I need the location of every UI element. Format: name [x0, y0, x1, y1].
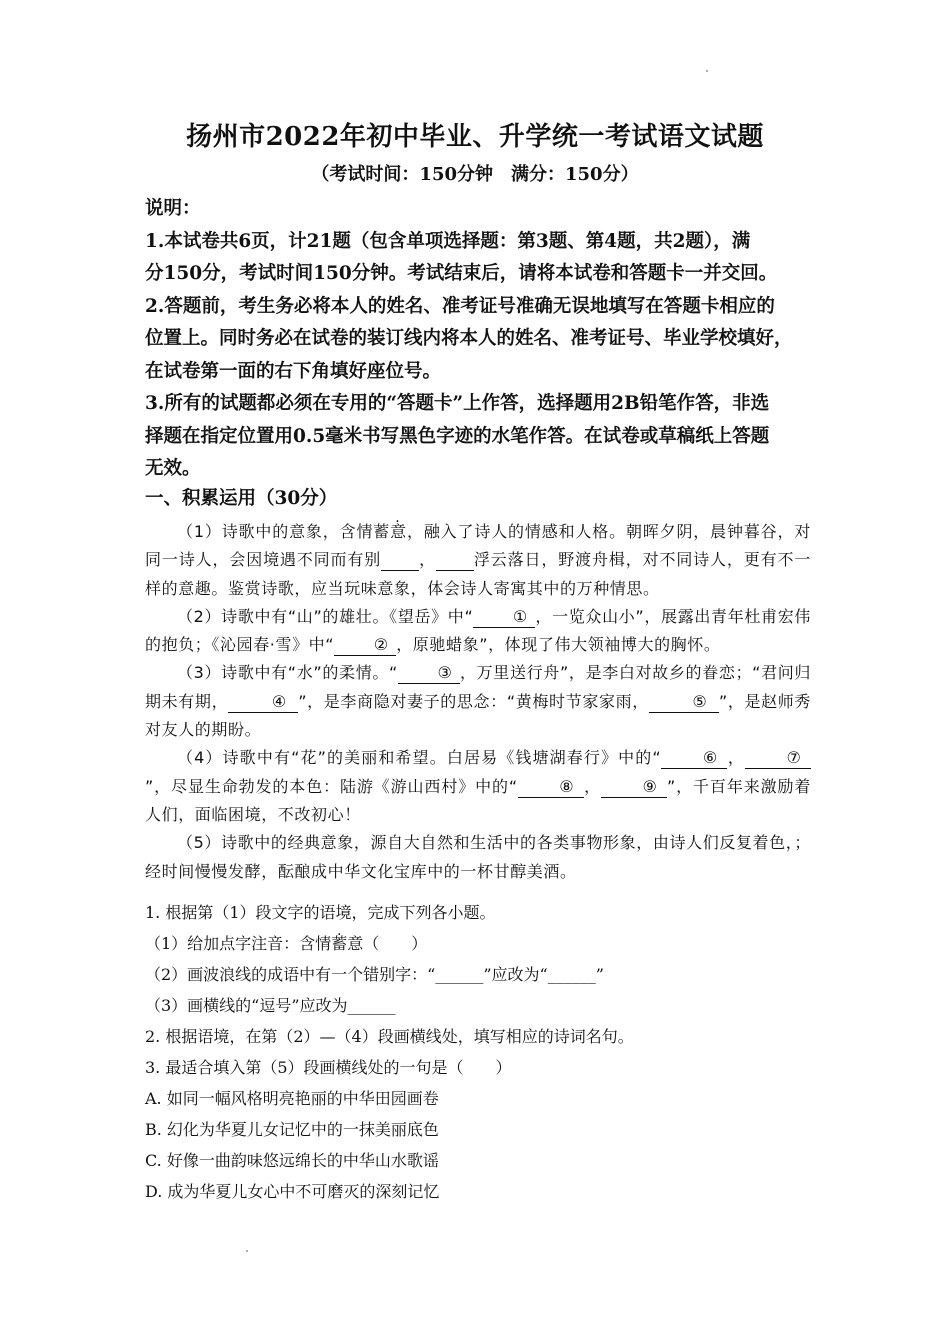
- answer-blank-1: ①: [473, 607, 535, 628]
- exam-title: 扬州市2022年初中毕业、升学统一考试语文试题: [186, 122, 764, 152]
- option-a: A. 如同一幅风格明亮艳丽的中华田园画卷: [145, 1089, 439, 1108]
- exam-subtitle: （考试时间：150分钟 满分：150分）: [311, 164, 639, 185]
- passage-paragraph-3: （3）诗歌中有“水”的柔情。“ ③ ，万里送行舟”，是李白对故乡的眷恋；“君问归期未有期， ④ ”，是李商隐对妻子的思念：“黄梅时节家家雨， ⑤ ”，是赵师秀对友人的期盼。: [145, 663, 812, 740]
- instructions: [145, 193, 810, 486]
- reading-passage: [145, 518, 811, 886]
- question-2: 2. 根据语境，在第（2）—（4）段画横线处，填写相应的诗词名句。: [145, 1027, 634, 1046]
- passage-paragraph-5: （5）诗歌中的经典意象，源自大自然和生活中的各类事物形象，由诗人们反复着色，；经时间慢慢发酵，酝酿成中华文化宝库中的一杯甘醇美酒。: [145, 833, 811, 881]
- instruction-line: 1.本试卷共6页，计21题（包含单项选择题：第3题、第4题，共2题），满: [145, 230, 751, 252]
- option-c: C. 好像一曲韵味悠远绵长的中华山水歌谣: [145, 1151, 439, 1170]
- answer-blank-8: ⑧: [518, 777, 584, 798]
- instruction-line: 在试卷第一面的右下角填好座位号。: [145, 360, 442, 382]
- question-3: 3. 最适合填入第（5）段画横线处的一句是（ ）: [145, 1058, 512, 1077]
- instruction-line: 择题在指定位置用0.5毫米书写黑色字迹的水笔作答。在试卷或草稿纸上答题: [145, 425, 770, 447]
- answer-blank-7: ⑦: [745, 748, 811, 769]
- answer-blank-4: ④: [228, 692, 298, 713]
- answer-blank-3: ③: [398, 663, 460, 684]
- dotted-character: 蓄: [331, 934, 348, 953]
- passage-paragraph-2: （2）诗歌中有“山”的雄壮。《望岳》中“ ① ，一览众山小”，展露出青年杜甫宏伟的抱负；《沁园春·雪》中“ ② ，原驰蜡象”，体现了伟大领袖博大的胸怀。: [145, 606, 811, 655]
- question-1: 1. 根据第（1）段文字的语境，完成下列各小题。: [145, 903, 496, 922]
- scan-speck: [246, 1250, 248, 1252]
- instruction-line: 分150分，考试时间150分钟。考试结束后，请将本试卷和答题卡一并交回。: [145, 263, 778, 284]
- question-1-part-3: （3）画横线的“逗号”应改为______: [145, 996, 396, 1015]
- dotted-character: 蓄: [373, 522, 391, 541]
- question-1-part-2: （2）画波浪线的成语中有一个错别字：“______”应改为“______”: [145, 965, 604, 984]
- comma-blank: [436, 550, 474, 571]
- instructions-heading: 说明：: [145, 198, 201, 219]
- answer-blank-5: ⑤: [649, 692, 719, 713]
- questions: [145, 897, 811, 1207]
- passage-paragraph-4: （4）诗歌中有“花”的美丽和希望。白居易《钱塘湖春行》中的“ ⑥ ， ⑦”，尽显生命勃发的本色：陆游《游山西村》中的“ ⑧ ， ⑨ ”，千百年来激励着人们，面临困境，不改初心！: [145, 748, 811, 824]
- instruction-line: 2.答题前，考生务必将本人的姓名、准考证号准确无误地填写在答题卡相应的: [145, 295, 775, 317]
- question-1-part-1: （1）给加点字注音：含情蓄意（ ）: [145, 934, 428, 953]
- instruction-line: 位置上。同时务必在试卷的装订线内将本人的姓名、准考证号、毕业学校填好，: [145, 328, 793, 349]
- instruction-line: 3.所有的试题都必须在专用的“答题卡”上作答，选择题用2B铅笔作答，非选: [145, 393, 770, 414]
- answer-blank-6: ⑥: [661, 748, 727, 769]
- answer-blank-2: ②: [334, 635, 396, 656]
- option-b: B. 幻化为华夏儿女记忆中的一抹美丽底色: [145, 1120, 439, 1139]
- section-heading: 一、积累运用（30分）: [145, 488, 338, 509]
- option-d: D. 成为华夏儿女心中不可磨灭的深刻记忆: [145, 1182, 440, 1201]
- instruction-line: 无效。: [145, 458, 201, 479]
- comma-blank: [381, 550, 419, 571]
- passage-paragraph-1: （1）诗歌中的意象，含情蓄意，融入了诗人的情感和人格。朝晖夕阴，晨钟暮谷，对同一诗人，会因境遇不同而有别 ， 浮云落日，野渡舟楫，对不同诗人，更有不一样的意趣。鉴赏诗歌，应当玩味意象，体会诗人寄寓其中的万种情思。: [145, 522, 811, 598]
- scan-speck: [706, 70, 708, 72]
- answer-blank-9: ⑨: [601, 777, 667, 798]
